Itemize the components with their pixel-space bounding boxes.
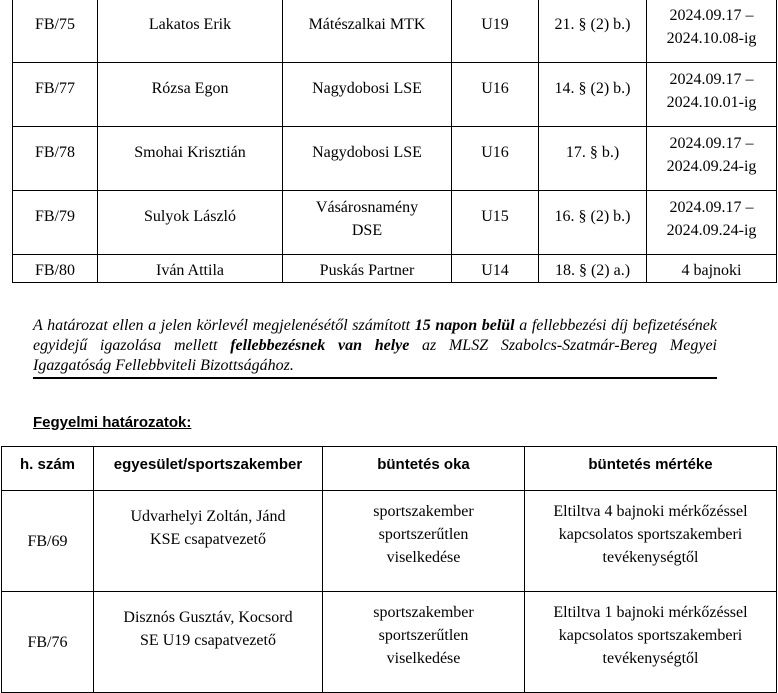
- player-name: Lakatos Erik: [98, 0, 283, 63]
- age-group: U15: [452, 191, 539, 255]
- player-name: Sulyok László: [98, 191, 283, 255]
- reason-line: sportszerűtlen: [378, 526, 469, 543]
- reason-line: sportszakember: [373, 604, 474, 621]
- age-group: U16: [452, 127, 539, 191]
- notice-text: a fellebbezési díj befizetésének egyidejű igazolása mellett: [33, 317, 718, 354]
- club-name: [283, 255, 452, 283]
- rule-reference: 14. § (2) b.): [539, 63, 647, 127]
- table-row: [2, 491, 777, 592]
- column-header: h. szám: [2, 447, 94, 491]
- penalty-line: Eltiltva 1 bajnoki mérkőzéssel: [553, 604, 748, 621]
- case-number: FB/80: [13, 255, 98, 283]
- penalty-line: tevékenységtől: [602, 650, 699, 667]
- table-row: [13, 63, 777, 127]
- club-name: [283, 63, 452, 127]
- rule-reference: 17. § b.): [539, 127, 647, 191]
- notice-text: az MLSZ Szabolcs-Szatmár-Bereg Megyei Igazgatóság Fellebbviteli Bizottságához.: [33, 337, 717, 374]
- period-end: 2024.09.24-ig: [666, 222, 757, 239]
- case-number: FB/69: [2, 491, 94, 592]
- club-line: DSE: [351, 222, 383, 239]
- period-end: 2024.10.08-ig: [666, 30, 757, 47]
- suspension-period: [647, 0, 777, 63]
- suspension-period: [647, 127, 777, 191]
- penalty-line: Eltiltva 4 bajnoki mérkőzéssel: [553, 503, 748, 520]
- period-start: 2024.09.17 –: [669, 7, 754, 24]
- rule-reference: 16. § (2) b.): [539, 191, 647, 255]
- period-start: 2024.09.17 –: [669, 135, 754, 152]
- notice-emphasis: fellebbezésnek van helye: [230, 337, 410, 354]
- column-header: büntetés mértéke: [525, 447, 777, 491]
- suspension-table: [12, 0, 777, 283]
- section-title: Fegyelmi határozatok:: [33, 414, 192, 431]
- club-line: Vásárosnamény: [315, 199, 419, 216]
- age-group: U19: [452, 0, 539, 63]
- person-line: Udvarhelyi Zoltán, Jánd: [130, 508, 286, 525]
- table-row: [13, 127, 777, 191]
- notice-text: A határozat ellen a jelen körlevél megjelenésétől számított: [33, 317, 415, 334]
- table-header-row: [2, 447, 777, 491]
- case-number: FB/75: [13, 0, 98, 63]
- reason-cell: [323, 592, 525, 693]
- club-line: Puskás Partner: [319, 262, 415, 279]
- age-group: U16: [452, 63, 539, 127]
- case-number: FB/79: [13, 191, 98, 255]
- club-name: [283, 0, 452, 63]
- penalty-line: tevékenységtől: [602, 549, 699, 566]
- rule-reference: 21. § (2) b.): [539, 0, 647, 63]
- person-line: Disznós Gusztáv, Kocsord: [123, 609, 293, 626]
- club-name: [283, 127, 452, 191]
- table-row: [13, 191, 777, 255]
- suspension-period: [647, 191, 777, 255]
- column-header: egyesület/sportszakember: [94, 447, 323, 491]
- club-line: Mátészalkai MTK: [308, 16, 426, 33]
- player-name: Iván Attila: [98, 255, 283, 283]
- player-name: Rózsa Egon: [98, 63, 283, 127]
- period-start: 2024.09.17 –: [669, 71, 754, 88]
- person-line: KSE csapatvezető: [150, 531, 266, 548]
- case-number: FB/78: [13, 127, 98, 191]
- penalty-cell: [525, 592, 777, 693]
- person-line: SE U19 csapatvezető: [140, 632, 276, 649]
- reason-line: viselkedése: [386, 549, 461, 566]
- table-row: [2, 592, 777, 693]
- table-row: [13, 0, 777, 63]
- appeal-notice: [33, 316, 717, 379]
- suspension-period: [647, 255, 777, 283]
- player-name: Smohai Krisztián: [98, 127, 283, 191]
- reason-line: viselkedése: [386, 650, 461, 667]
- reason-line: sportszerűtlen: [378, 627, 469, 644]
- reason-line: sportszakember: [373, 503, 474, 520]
- period-end: 2024.10.01-ig: [666, 94, 757, 111]
- period-end: 2024.09.24-ig: [666, 158, 757, 175]
- person-cell: [94, 491, 323, 592]
- table-row: [13, 255, 777, 283]
- reason-cell: [323, 491, 525, 592]
- person-cell: [94, 592, 323, 693]
- penalty-line: kapcsolatos sportszakemberi: [558, 526, 743, 543]
- column-header: büntetés oka: [323, 447, 525, 491]
- club-line: Nagydobosi LSE: [312, 144, 422, 161]
- rule-reference: 18. § (2) a.): [539, 255, 647, 283]
- club-name: [283, 191, 452, 255]
- period-start: 2024.09.17 –: [669, 199, 754, 216]
- penalty-line: kapcsolatos sportszakemberi: [558, 627, 743, 644]
- penalty-cell: [525, 491, 777, 592]
- age-group: U14: [452, 255, 539, 283]
- case-number: FB/76: [2, 592, 94, 693]
- notice-deadline: 15 napon belül: [414, 317, 515, 334]
- club-line: Nagydobosi LSE: [312, 80, 422, 97]
- suspension-period: [647, 63, 777, 127]
- disciplinary-table: [1, 446, 777, 693]
- period-start: 4 bajnoki: [681, 262, 742, 279]
- case-number: FB/77: [13, 63, 98, 127]
